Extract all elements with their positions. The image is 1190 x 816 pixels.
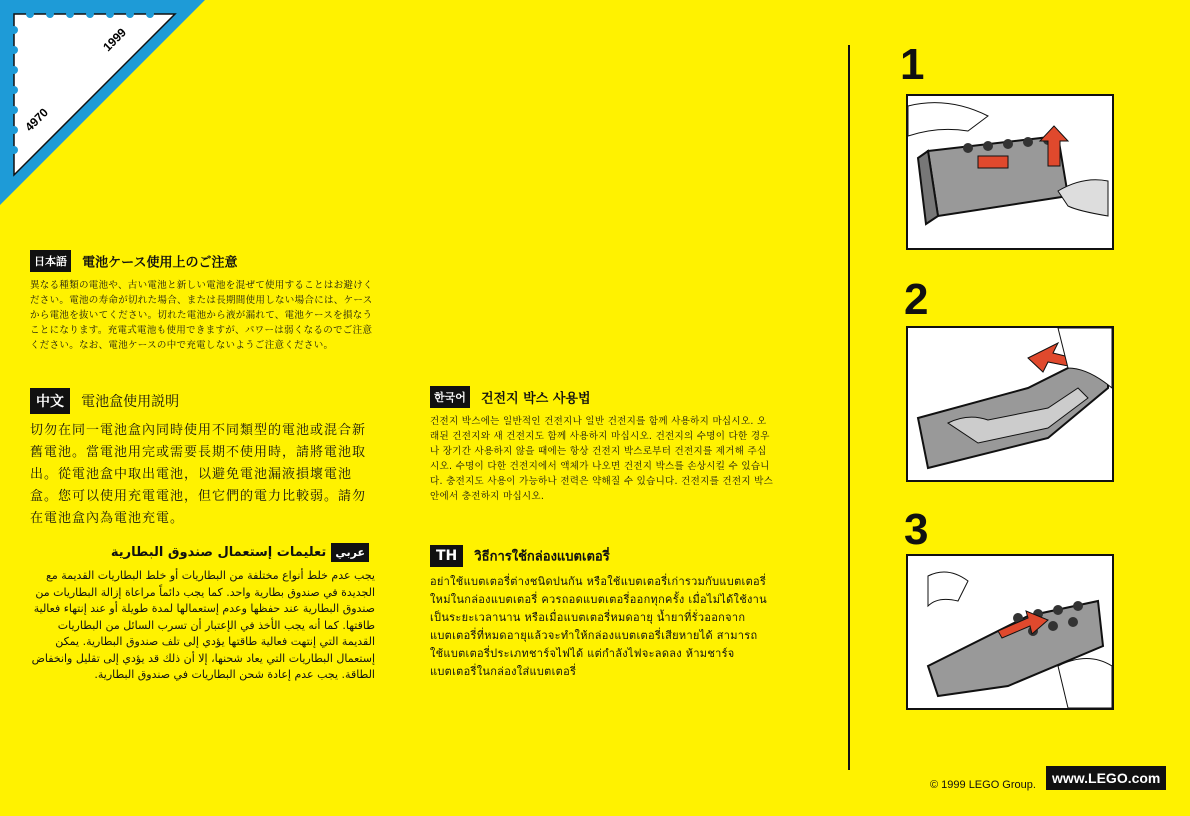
arabic-body: يجب عدم خلط أنواع مختلفة من البطاريات أو خلط البطاريات القديمة مع الجديدة في صندوق بطارية واحد. كما يجب دائماً مراعاة إزالة البطاريات من صندوق البطارية عند حفظها وعدم إستعمالها لمدة طويلة أو عند إنتهاء فعالية طاقتها. كما أنه يجب الأخذ في الإعتبار أن تسرب السائل من البطاريات القديمة التي إنتهت فعالية طاقتها يؤدي إلى تلف صندوق البطارية. يمكن إستعمال البطاريات التي يعاد شحنها، إلا أن ذلك قد يؤدي إلى تقليل وانخفاض الطاقة. يجب عدم إعادة شحن البطاريات في صندوق البطارية.: [31, 569, 375, 681]
korean-body: 건전지 박스에는 일반적인 건전지나 일반 건전지를 함께 사용하지 마십시오. 오래된 건전지와 새 건전지도 함께 사용하지 마십시오. 건전지의 수명이 다한 경우나 장기간 사용하지 않을 때에는 항상 건전지 박스로부터 건전지를 제거해 주십시오. 수명이 다한 건전지에서 액체가 나오면 건전지 박스를 손상시킬 수 있습니다. 충전지도 사용이 가능하나 전력은 약해질 수 있습니다. 건전지를 건전지 박스 안에서 충전하지 마십시오.: [430, 416, 774, 502]
step-2-illustration: [906, 326, 1114, 482]
language-tag-korean: 한국어: [430, 386, 470, 408]
set-stamp-corner: [0, 0, 205, 205]
language-tag-japanese: 日本語: [30, 250, 71, 272]
japanese-section: [30, 250, 375, 353]
step-number-2: 2: [904, 275, 929, 324]
step-3-illustration: [906, 554, 1114, 710]
korean-heading: 건전지 박스 사용법: [480, 391, 591, 407]
chinese-body: 切勿在同一電池盒內同時使用不同類型的電池或混合新舊電池。當電池用完或需要長期不使用時，請將電池取出。從電池盒中取出電池，以避免電池漏液損壞電池盒。您可以使用充電電池，但它們的電力比較弱。請勿在電池盒內為電池充電。: [30, 423, 367, 526]
chinese-heading: 電池盒使用説明: [81, 394, 180, 410]
language-tag-chinese: 中文: [30, 388, 70, 414]
language-tag-thai: TH: [430, 545, 463, 567]
japanese-body: 異なる種類の電池や、古い電池と新しい電池を混ぜて使用することはお避けください。電池の寿命が切れた場合、または長期間使用しない場合には、ケースから電池を抜いてください。切れた電池から液が漏れて、電池ケースを損なうことになります。充電式電池も使用できますが、パワーは弱くなるのでご注意ください。なお、電池ケースの中で充電しないようご注意ください。: [30, 280, 373, 351]
korean-section: [430, 386, 775, 504]
step-1-illustration: [906, 94, 1114, 250]
set-number: 4970: [22, 105, 52, 135]
column-divider: [848, 45, 850, 770]
lego-website-link[interactable]: www.LEGO.com: [1046, 766, 1166, 790]
step-number-1: 1: [900, 40, 925, 89]
japanese-heading: 電池ケース使用上のご注意: [82, 255, 238, 271]
arabic-section: [30, 542, 375, 684]
thai-section: [430, 545, 770, 681]
thai-body: อย่าใช้แบตเตอรี่ต่างชนิดปนกัน หรือใช้แบตเตอรี่เก่ารวมกับแบตเตอรี่ใหม่ในกล่องแบตเตอรี่ ควรถอดแบตเตอรี่ออกทุกครั้ง เมื่อไม่ได้ใช้งานเป็นระยะเวลานาน หรือเมื่อแบตเตอรี่หมดอายุ น้ำยาที่รั่วออกจากแบตเตอรี่ที่หมดอายุแล้วจะทำให้กล่องแบตเตอรี่เสียหายได้ สามารถใช้แบตเตอรี่ประเภทชาร์จไฟได้ แต่กำลังไฟจะลดลง ห้ามชาร์จแบตเตอรี่ในกล่องใส่แบตเตอรี่: [430, 575, 767, 678]
chinese-section: [30, 388, 375, 530]
arabic-heading: تعليمات إستعمال صندوق البطارية: [110, 545, 327, 560]
copyright-text: © 1999 LEGO Group.: [930, 779, 1036, 791]
set-year: 1999: [100, 25, 130, 55]
thai-heading: วิธีการใช้กล่องแบตเตอรี่: [474, 549, 610, 565]
step-number-3: 3: [904, 505, 929, 554]
language-tag-arabic: عربي: [331, 543, 369, 562]
